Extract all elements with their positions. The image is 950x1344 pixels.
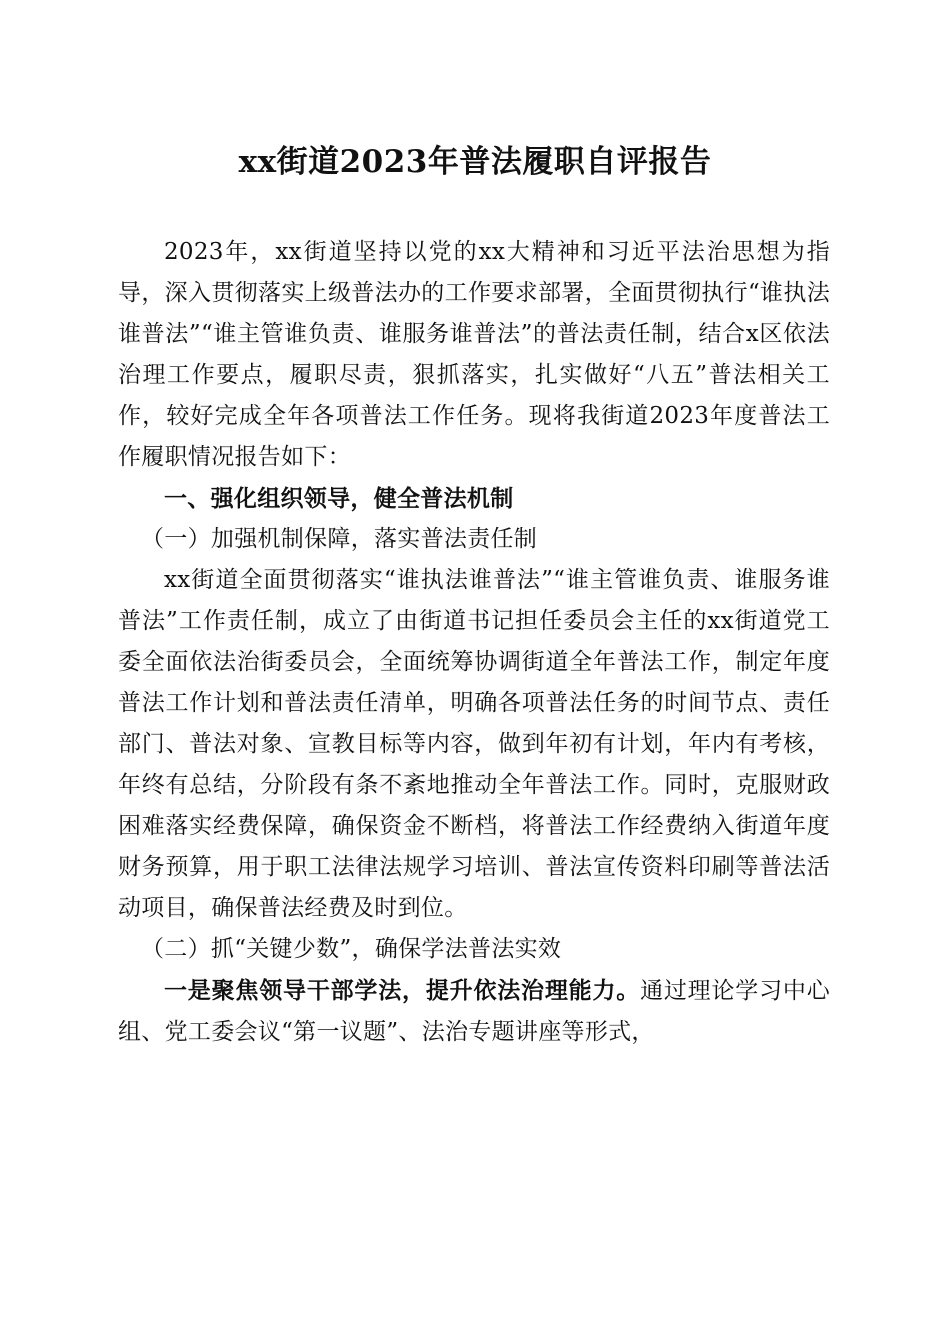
- subsection-heading-2: （二）抓“关键少数”，确保学法普法实效: [141, 936, 562, 962]
- subsection-heading-1: （一）加强机制保障，落实普法责任制: [141, 526, 538, 552]
- document-body: [118, 232, 830, 1053]
- subsection-2-text: 通过理论学习中心组、党工委会议“第一议题”、法治专题讲座等形式，: [118, 978, 831, 1045]
- document-title: xx街道2023年普法履职自评报告: [238, 144, 712, 180]
- subsection-2-lead: 一是聚焦领导干部学法，提升依法治理能力。: [164, 977, 641, 1004]
- section-heading-1: 一、强化组织领导，健全普法机制: [164, 485, 514, 512]
- subsection-2-paragraph: [118, 970, 830, 1053]
- subsection-1-paragraph: xx街道全面贯彻落实“谁执法谁普法”“谁主管谁负责、谁服务谁普法”工作责任制，成立了由街道书记担任委员会主任的xx街道党工委全面依法治街委员会，全面统筹协调街道全年普法工作，制定年度普法工作计划和普法责任清单，明确各项普法任务的时间节点、责任部门、普法对象、宣教目标等内容，做到年初有计划，年内有考核，年终有总结，分阶段有条不紊地推动全年普法工作。同时，克服财政困难落实经费保障，确保资金不断档，将普法工作经费纳入街道年度财务预算，用于职工法律法规学习培训、普法宣传资料印刷等普法活动项目，确保普法经费及时到位。: [118, 567, 830, 921]
- intro-paragraph: 2023年，xx街道坚持以党的xx大精神和习近平法治思想为指导，深入贯彻落实上级普法办的工作要求部署，全面贯彻执行“谁执法谁普法”“谁主管谁负责、谁服务谁普法”的普法责任制，结合x区依法治理工作要点，履职尽责，狠抓落实，扎实做好“八五”普法相关工作，较好完成全年各项普法工作任务。现将我街道2023年度普法工作履职情况报告如下：: [118, 239, 830, 470]
